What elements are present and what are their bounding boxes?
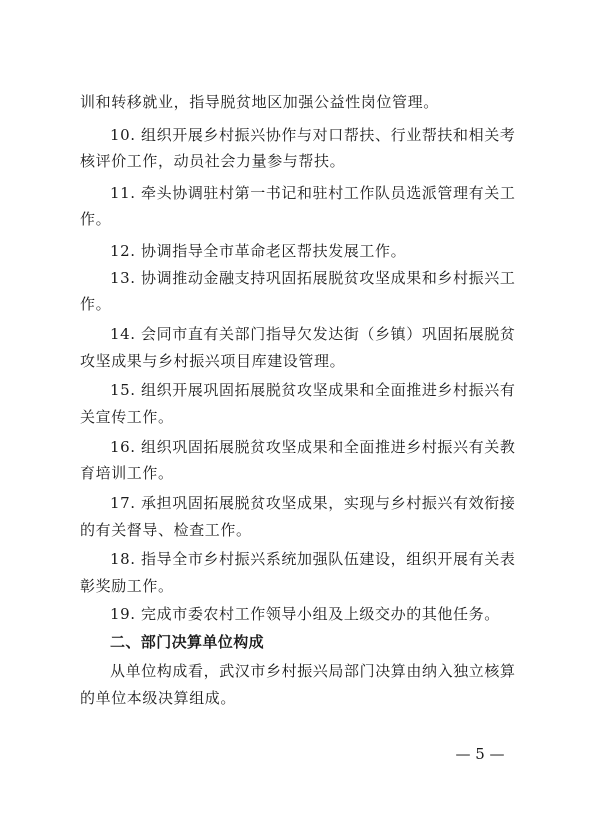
list-item-17-line-2: 的有关督导、检查工作。 [80,521,252,539]
list-item-11-line-1: 11. 牵头协调驻村第一书记和驻村工作队员选派管理有关工 [110,184,516,202]
body-paragraph-line-1: 从单位构成看，武汉市乡村振兴局部门决算由纳入独立核算 [110,662,516,680]
list-item-11-line-2: 作。 [80,210,112,228]
list-item-13-line-1: 13. 协调推动金融支持巩固拓展脱贫攻坚成果和乡村振兴工 [110,269,516,287]
list-item-16-line-1: 16. 组织巩固拓展脱贫攻坚成果和全面推进乡村振兴有关教 [110,438,516,456]
list-item-18-line-1: 18. 指导全市乡村振兴系统加强队伍建设，组织开展有关表 [110,550,516,568]
list-item-13-line-2: 作。 [80,295,112,313]
list-item-15-line-1: 15. 组织开展巩固拓展脱贫攻坚成果和全面推进乡村振兴有 [110,381,516,399]
list-item-14-line-1: 14. 会同市直有关部门指导欠发达街（乡镇）巩固拓展脱贫 [110,325,516,343]
section-heading: 二、部门决算单位构成 [110,633,265,651]
paragraph-line: 训和转移就业，指导脱贫地区加强公益性岗位管理。 [80,93,439,111]
list-item-19-line-1: 19. 完成市委农村工作领导小组及上级交办的其他任务。 [110,605,500,623]
list-item-14-line-2: 攻坚成果与乡村振兴项目库建设管理。 [80,352,346,370]
list-item-10-line-2: 核评价工作，动员社会力量参与帮扶。 [80,152,346,170]
list-item-17-line-1: 17. 承担巩固拓展脱贫攻坚成果，实现与乡村振兴有效衔接 [110,494,516,512]
list-item-16-line-2: 育培训工作。 [80,464,174,482]
list-item-15-line-2: 关宣传工作。 [80,408,174,426]
body-paragraph-line-2: 的单位本级决算组成。 [80,689,237,707]
list-item-12-line-1: 12. 协调指导全市革命老区帮扶发展工作。 [110,242,407,260]
list-item-18-line-2: 彰奖励工作。 [80,577,174,595]
list-item-10-line-1: 10. 组织开展乡村振兴协作与对口帮扶、行业帮扶和相关考 [110,126,516,144]
page-number: — 5 — [455,745,505,763]
